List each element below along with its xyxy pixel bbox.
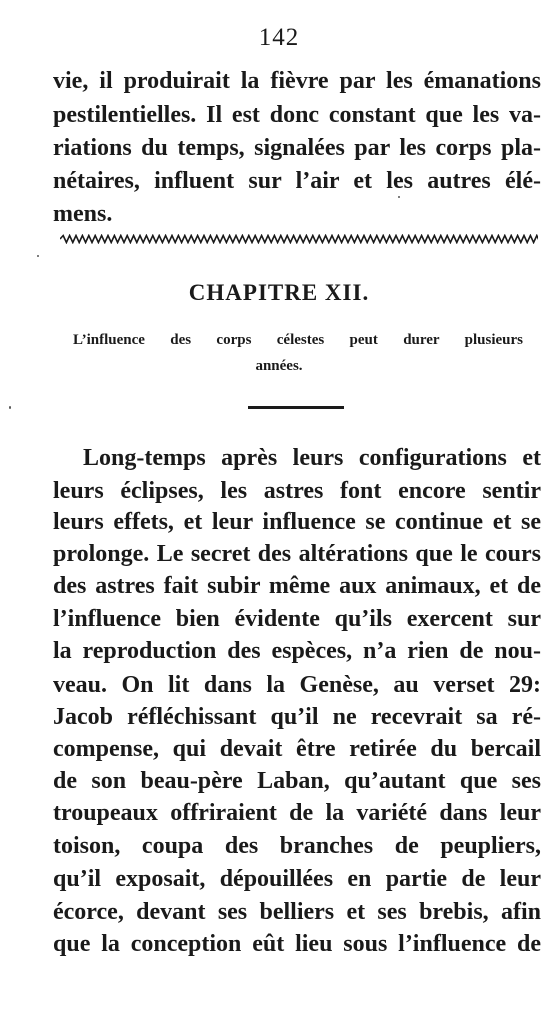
chapter-summary-line: années. [255, 358, 303, 374]
text-line: mens. [53, 201, 113, 227]
text-line: que la conception eût lieu sous l’influence de [53, 931, 541, 957]
text-line: qu’il exposait, dépouillées en partie de leur [53, 866, 541, 892]
text-line: la reproduction des espèces, n’a rien de nou- [53, 638, 541, 664]
text-line: vie, il produirait la fièvre par les émanations [53, 68, 541, 94]
text-line: compense, qui devait être retirée du bercail [53, 736, 541, 762]
text-line: troupeaux offriraient de la variété dans leur [53, 800, 541, 826]
paper-speck [9, 406, 11, 409]
text-line: leurs éclipses, les astres font encore sentir [53, 478, 541, 504]
section-rule [248, 406, 344, 409]
chapter-title: CHAPITRE XII. [188, 280, 370, 305]
text-line: l’influence bien évidente qu’ils exercent sur [53, 606, 541, 632]
paper-speck [398, 196, 400, 198]
text-line: de son beau-père Laban, qu’autant que ses [53, 768, 541, 794]
text-line: toison, coupa des branches de peupliers, [53, 833, 541, 859]
text-line: écorce, devant ses belliers et ses brebis, afin [53, 899, 541, 925]
text-line: nétaires, influent sur l’air et les autres élé- [53, 168, 541, 194]
page-number: 142 [258, 24, 300, 51]
text-line: pestilentielles. Il est donc constant que les va- [53, 102, 541, 128]
text-line: Jacob réfléchissant qu’il ne recevrait sa ré- [53, 704, 541, 730]
text-line: des astres fait subir même aux animaux, et de [53, 573, 541, 599]
text-line: veau. On lit dans la Genèse, au verset 29: [53, 672, 541, 698]
text-line: Long-temps après leurs configurations et [83, 445, 541, 471]
text-line: prolonge. Le secret des altérations que le cours [53, 541, 541, 567]
paper-speck [37, 255, 39, 257]
text-line: riations du temps, signalées par les corps pla- [53, 135, 541, 161]
chapter-summary-line: L’influence des corps célestes peut durer plusieurs [73, 332, 523, 348]
wavy-separator [60, 234, 538, 244]
text-line: leurs effets, et leur influence se continue et se [53, 509, 541, 535]
